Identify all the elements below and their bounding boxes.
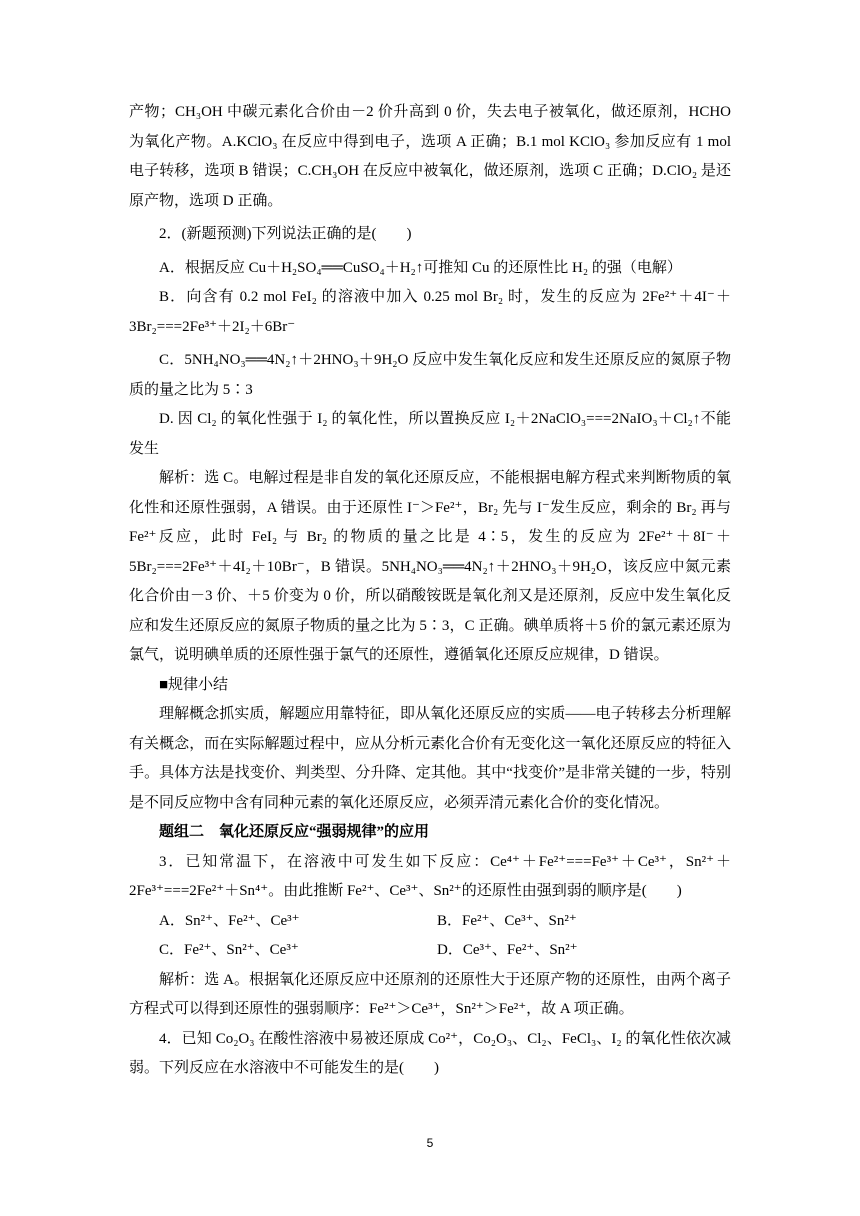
- page-number: 5: [426, 1136, 434, 1150]
- summary-body: 理解概念抓实质，解题应用靠特征，即从氧化还原反应的实质——电子转移去分析理解有关概念，而在实际解题过程中，应从分析元素化合价有无变化这一氧化还原反应的特征入手。具体方法是找变价、判类型、分升降、定其他。其中“找变价”是非常关键的一步，特别是不同反应物中含有同种元素的氧化还原反应，必须弄清元素化合价的变化情况。: [129, 706, 731, 811]
- summary-heading: ■规律小结: [159, 676, 229, 693]
- question-3-option-c: C．Fe²⁺、Sn²⁺、Ce³⁺: [159, 942, 299, 958]
- question-2-option-c: C．5NH₄NO₃══4N₂↑＋2HNO₃＋9H₂O 反应中发生氧化反应和发生还原反应的氮原子物质的量之比为 5∶3: [129, 352, 731, 398]
- question-3-analysis: 解析：选 A。根据氧化还原反应中还原剂的还原性大于还原产物的还原性，由两个离子方程式可以得到还原性的强弱顺序：Fe²⁺＞Ce³⁺，Sn²⁺＞Fe²⁺，故 A 项正确。: [129, 971, 731, 1017]
- question-2-analysis: 解析：选 C。电解过程是非自发的氧化还原反应，不能根据电解方程式来判断物质的氧化性和还原性强弱，A 错误。由于还原性 I⁻＞Fe²⁺，Br₂ 先与 I⁻发生反应，剩余的 Br₂ 再与 Fe²⁺反应，此时 FeI₂ 与 Br₂ 的物质的量之比是 4∶5，发生的反应为 2Fe²⁺＋8I⁻＋5Br₂===2Fe³⁺＋4I₂＋10Br⁻，B 错误。5NH₄NO₃══4N₂↑＋2HNO₃＋9H₂O，该反应中氮元素化合价由－3 价、＋5 价变为 0 价，所以硝酸铵既是氧化剂又是还原剂，反应中发生氧化反应和发生还原反应的氮原子物质的量之比为 5∶3，C 正确。碘单质将＋5 价的氯元素还原为氯气，说明碘单质的还原性强于氯气的还原性，遵循氧化还原反应规律，D 错误。: [129, 470, 731, 663]
- question-2-option-a: A．根据反应 Cu＋H₂SO₄══CuSO₄＋H₂↑可推知 Cu 的还原性比 H₂ 的强（电解）: [159, 259, 682, 276]
- section-heading-group-2: 题组二 氧化还原反应“强弱规律”的应用: [159, 824, 430, 840]
- question-3-options-row-2: [129, 936, 731, 966]
- question-2-option-b: B．向含有 0.2 mol FeI₂ 的溶液中加入 0.25 mol Br₂ 时，发生的反应为 2Fe²⁺＋4I⁻＋3Br₂===2Fe³⁺＋2I₂＋6Br⁻: [129, 289, 731, 335]
- paragraph-answer-continued: 产物；CH₃OH 中碳元素化合价由－2 价升高到 0 价，失去电子被氧化，做还原剂，HCHO 为氧化产物。A.KClO₃ 在反应中得到电子，选项 A 正确；B.1 mol KClO₃ 参加反应有 1 mol 电子转移，选项 B 错误；C.CH₃OH 在反应中被氧化，做还原剂，选项 C 正确；D.ClO₂ 是还原产物，选项 D 正确。: [129, 104, 731, 209]
- question-3-option-d: D．Ce³⁺、Fe²⁺、Sn²⁺: [437, 942, 578, 958]
- question-3-options-row-1: [129, 907, 731, 937]
- question-2-stem: 2．(新题预测)下列说法正确的是( ): [159, 226, 412, 242]
- question-4-stem: 4．已知 Co₂O₃ 在酸性溶液中易被还原成 Co²⁺，Co₂O₃、Cl₂、FeCl₃、I₂ 的氧化性依次减弱。下列反应在水溶液中不可能发生的是( ): [129, 1030, 731, 1076]
- question-3-option-b: B．Fe²⁺、Ce³⁺、Sn²⁺: [437, 912, 577, 929]
- question-3-option-a: A．Sn²⁺、Fe²⁺、Ce³⁺: [159, 912, 300, 929]
- page-content: [129, 98, 731, 1084]
- question-3-stem: 3．已知常温下，在溶液中可发生如下反应：Ce⁴⁺＋Fe²⁺===Fe³⁺＋Ce³⁺，Sn²⁺＋2Fe³⁺===2Fe²⁺＋Sn⁴⁺。由此推断 Fe²⁺、Ce³⁺、Sn²⁺的还原性由强到弱的顺序是( ): [129, 853, 731, 899]
- question-2-option-d: D. 因 Cl₂ 的氧化性强于 I₂ 的氧化性，所以置换反应 I₂＋2NaClO₃===2NaIO₃＋Cl₂↑不能发生: [129, 411, 731, 457]
